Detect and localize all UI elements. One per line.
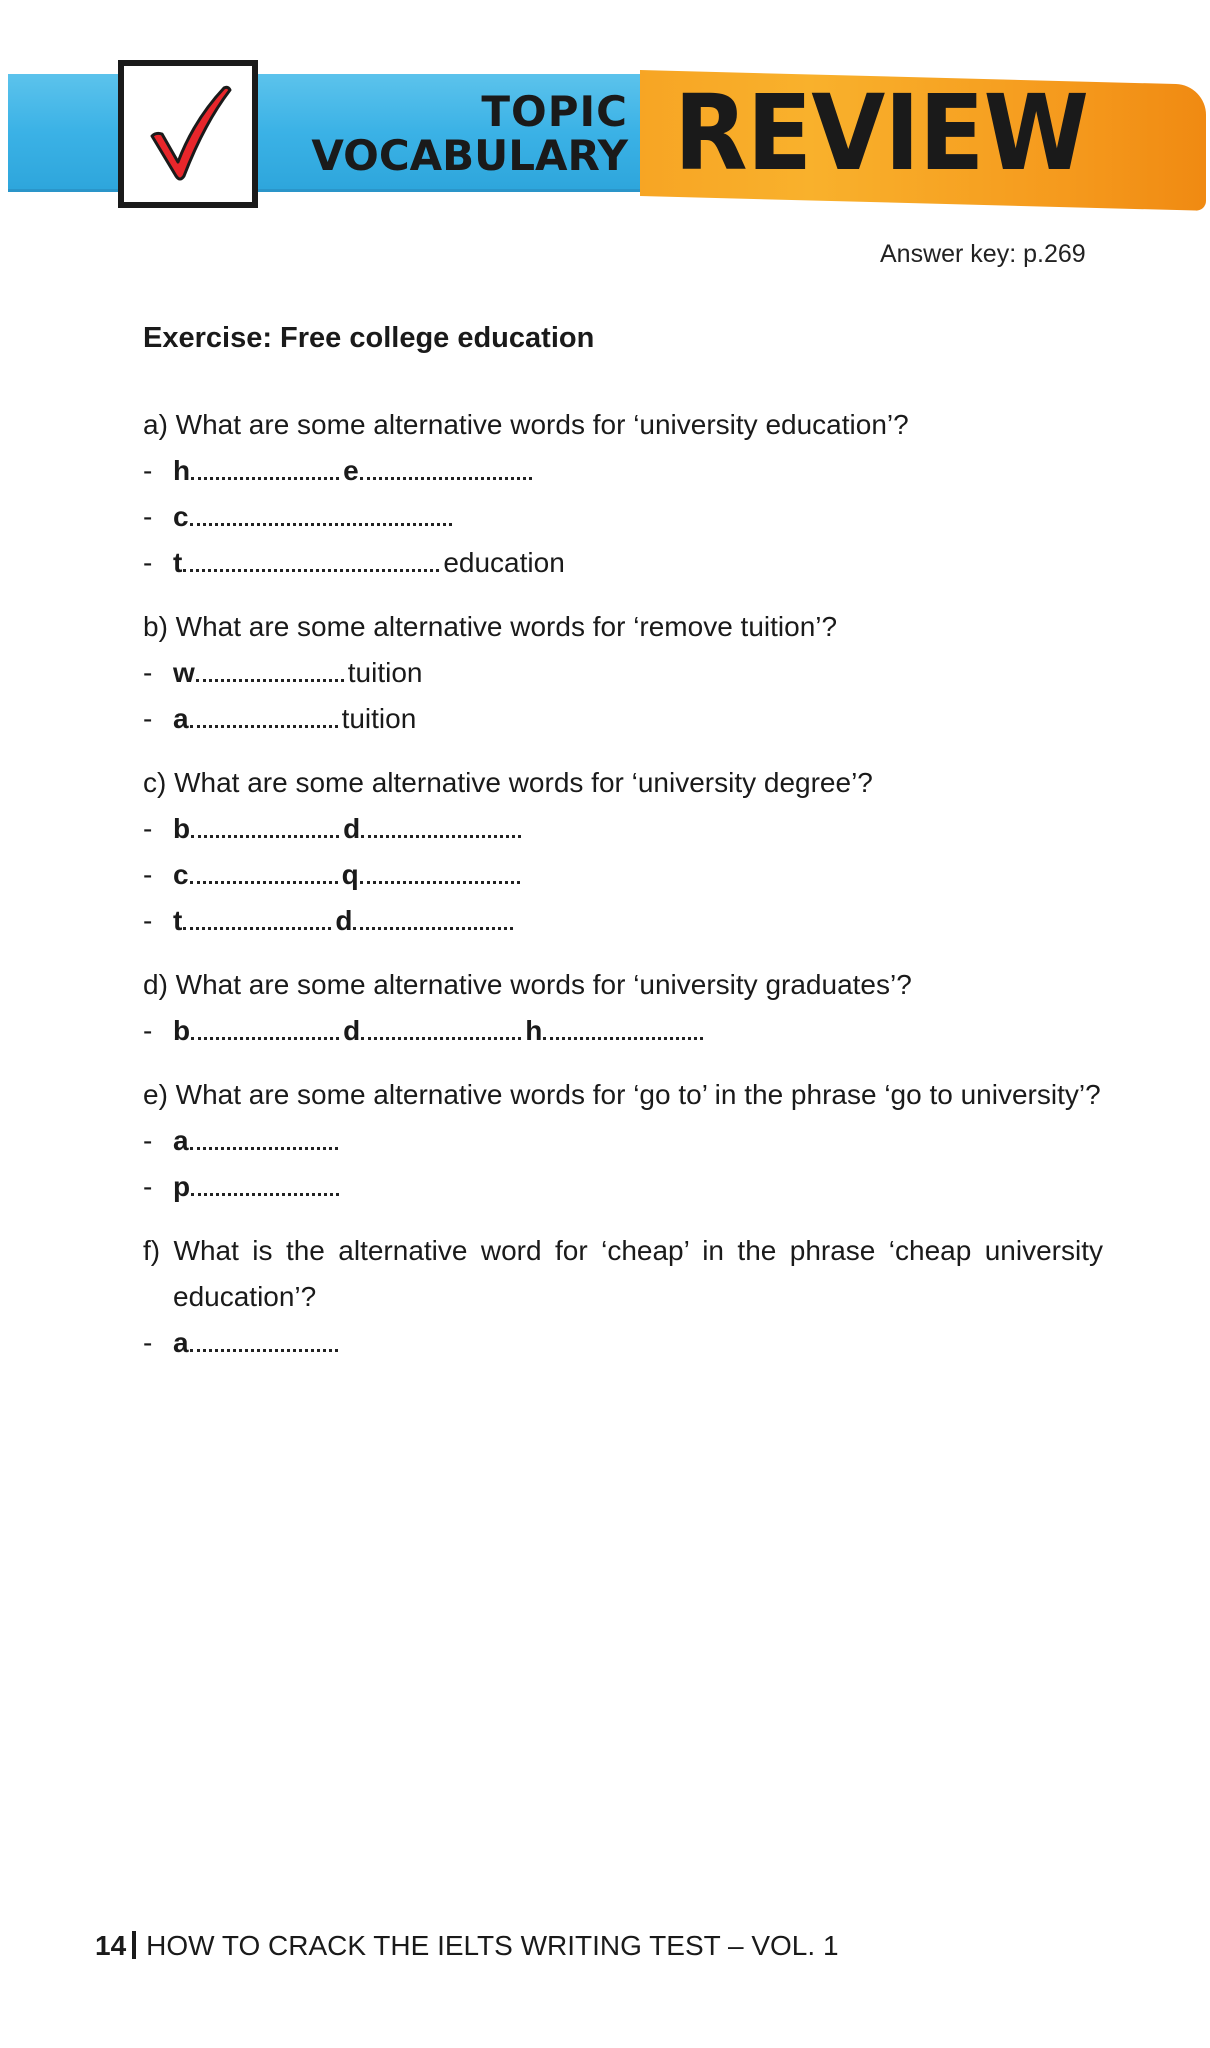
blank-field[interactable] [183, 564, 439, 572]
topic-vocabulary-heading [308, 87, 628, 180]
blank-field[interactable] [190, 518, 452, 526]
blank-field[interactable] [196, 674, 344, 682]
book-title: HOW TO CRACK THE IELTS WRITING TEST – VOL. 1 [146, 1930, 839, 1961]
answer-line: - a tuition [143, 703, 417, 734]
question-d [143, 962, 1103, 1054]
answer-hint-letter: t [173, 547, 183, 578]
answer-line: - c [143, 494, 1103, 540]
question-c [143, 760, 1103, 944]
question-text: c) What are some alternative words for ‘university degree’? [143, 767, 873, 798]
answer-hint-letter: a [173, 1327, 189, 1358]
answer-line: - w tuition [143, 657, 423, 688]
blank-field[interactable] [543, 1032, 703, 1040]
blank-field[interactable] [353, 922, 513, 930]
header-banner [8, 68, 1210, 198]
answer-hint-letter: d [335, 905, 353, 936]
answer-suffix: tuition [347, 657, 423, 688]
answer-line: - a [143, 1320, 1103, 1366]
answer-suffix: tuition [341, 703, 417, 734]
answer-hint-letter: w [173, 657, 195, 688]
question-text: a) What are some alternative words for ‘university education’? [143, 409, 909, 440]
answer-line: - t d [143, 898, 1103, 944]
answer-line: - p [143, 1164, 1103, 1210]
exercise-questions [143, 402, 1103, 1366]
answer-key-reference: Answer key: p.269 [880, 240, 1086, 268]
blank-field[interactable] [360, 472, 532, 480]
page-number: 14 [95, 1930, 127, 1961]
answer-hint-letter: b [173, 813, 191, 844]
answer-line: - a [143, 1118, 1103, 1164]
answer-line: - h e [143, 448, 1103, 494]
answer-line: - t education [143, 547, 565, 578]
blank-field[interactable] [191, 1188, 339, 1196]
exercise-title: Exercise: Free college education [143, 322, 595, 354]
checkbox-frame [118, 60, 258, 208]
answer-line: - b d [143, 806, 1103, 852]
blank-field[interactable] [361, 1032, 521, 1040]
question-text: e) What are some alternative words for ‘go to’ in the phrase ‘go to university’? [143, 1079, 1101, 1110]
blank-field[interactable] [191, 830, 339, 838]
blank-field[interactable] [190, 1142, 338, 1150]
footer-divider [132, 1931, 136, 1959]
question-f [143, 1228, 1103, 1366]
blank-field[interactable] [361, 830, 521, 838]
answer-hint-letter: a [173, 1125, 189, 1156]
blank-field[interactable] [183, 922, 331, 930]
answer-suffix: education [443, 547, 565, 578]
question-a [143, 402, 1103, 586]
answer-hint-letter: c [173, 501, 189, 532]
question-text: d) What are some alternative words for ‘university graduates’? [143, 969, 912, 1000]
question-text: b) What are some alternative words for ‘remove tuition’? [143, 611, 838, 642]
answer-hint-letter: d [343, 813, 361, 844]
question-b [143, 604, 1103, 742]
question-text: f) What is the alternative word for ‘cheap’ in the phrase ‘cheap university education’? [143, 1235, 1103, 1312]
blank-field[interactable] [190, 1344, 338, 1352]
answer-hint-letter: a [173, 703, 189, 734]
answer-line: - c q [143, 852, 1103, 898]
blank-field[interactable] [190, 876, 338, 884]
answer-hint-letter: d [343, 1015, 361, 1046]
answer-hint-letter: h [173, 455, 191, 486]
answer-hint-letter: p [173, 1171, 191, 1202]
checkmark-icon [146, 84, 232, 184]
blank-field[interactable] [191, 1032, 339, 1040]
blank-field[interactable] [190, 720, 338, 728]
page-footer [95, 1930, 839, 1962]
blank-field[interactable] [191, 472, 339, 480]
review-heading: REVIEW [674, 72, 1089, 194]
answer-hint-letter: e [343, 455, 359, 486]
answer-hint-letter: t [173, 905, 183, 936]
answer-hint-letter: h [525, 1015, 543, 1046]
answer-hint-letter: b [173, 1015, 191, 1046]
answer-hint-letter: q [341, 859, 359, 890]
answer-line: - b d h [143, 1008, 1103, 1054]
topic-label: TOPIC [481, 87, 628, 136]
vocabulary-label: VOCABULARY [311, 131, 628, 180]
question-e [143, 1072, 1103, 1210]
blank-field[interactable] [360, 876, 520, 884]
answer-hint-letter: c [173, 859, 189, 890]
